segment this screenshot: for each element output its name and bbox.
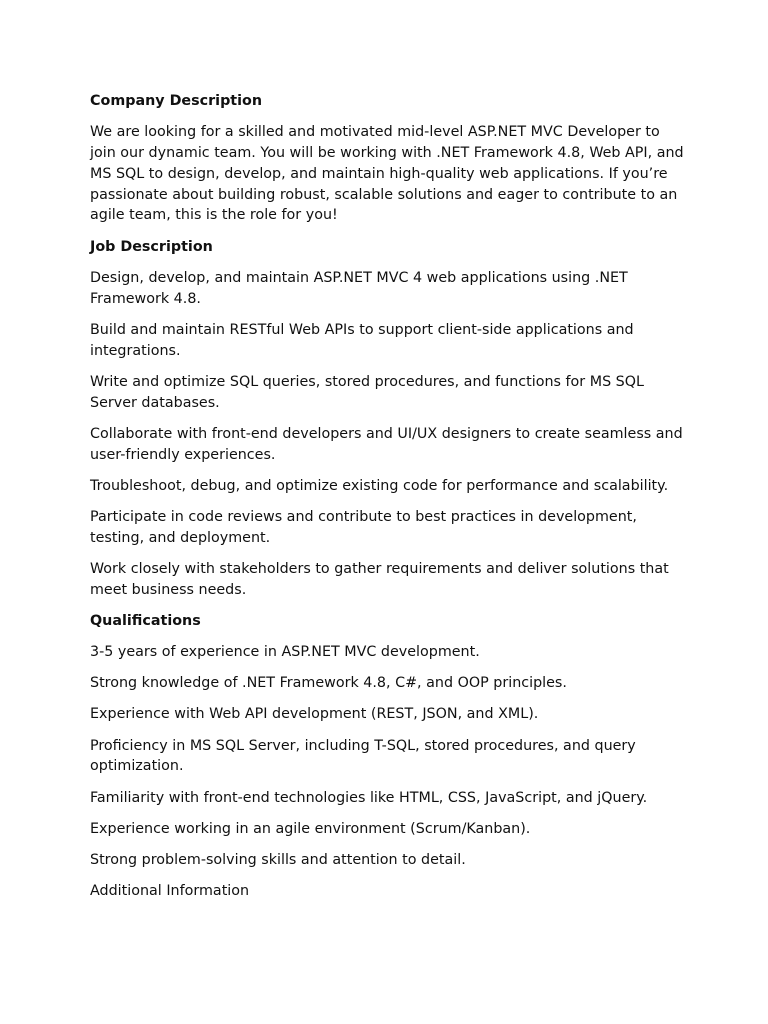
qualification-item: Experience working in an agile environment (Scrum/Kanban). bbox=[90, 820, 531, 837]
qualification-item: Experience with Web API development (REST, JSON, and XML). bbox=[90, 706, 539, 723]
job-description-heading: Job Description bbox=[90, 238, 213, 255]
job-description-item: Build and maintain RESTful Web APIs to support client-side applications and integrations. bbox=[90, 321, 634, 359]
job-description-item: Write and optimize SQL queries, stored procedures, and functions for MS SQL Server databases. bbox=[90, 373, 644, 411]
job-description-item: Troubleshoot, debug, and optimize existing code for performance and scalability. bbox=[90, 477, 669, 494]
additional-information-heading: Additional Information bbox=[90, 883, 250, 900]
qualifications-heading: Qualifications bbox=[90, 612, 201, 629]
job-description-item: Participate in code reviews and contribute to best practices in development, testing, and deployment. bbox=[90, 508, 637, 546]
job-description-item: Work closely with stakeholders to gather requirements and deliver solutions that meet business needs. bbox=[90, 560, 669, 598]
qualification-item: Strong problem-solving skills and attention to detail. bbox=[90, 851, 466, 868]
job-description-item: Design, develop, and maintain ASP.NET MVC 4 web applications using .NET Framework 4.8. bbox=[90, 269, 628, 307]
qualification-item: Proficiency in MS SQL Server, including T-SQL, stored procedures, and query optimization. bbox=[90, 737, 636, 775]
document-page bbox=[90, 91, 690, 902]
qualification-item: 3-5 years of experience in ASP.NET MVC development. bbox=[90, 644, 480, 661]
company-description-heading: Company Description bbox=[90, 93, 263, 109]
qualification-item: Familiarity with front-end technologies like HTML, CSS, JavaScript, and jQuery. bbox=[90, 789, 648, 806]
job-description-item: Collaborate with front-end developers and UI/UX designers to create seamless and user-friendly experiences. bbox=[90, 425, 683, 463]
company-description-text: We are looking for a skilled and motivated mid-level ASP.NET MVC Developer to join our dynamic team. You will be working with .NET Framework 4.8, Web API, and MS SQL to design, develop, and maintain high-quality web applications. If you’re passionate about building robust, scalable solutions and eager to contribute to an agile team, this is the role for you! bbox=[90, 124, 684, 224]
qualification-item: Strong knowledge of .NET Framework 4.8, C#, and OOP principles. bbox=[90, 675, 567, 692]
